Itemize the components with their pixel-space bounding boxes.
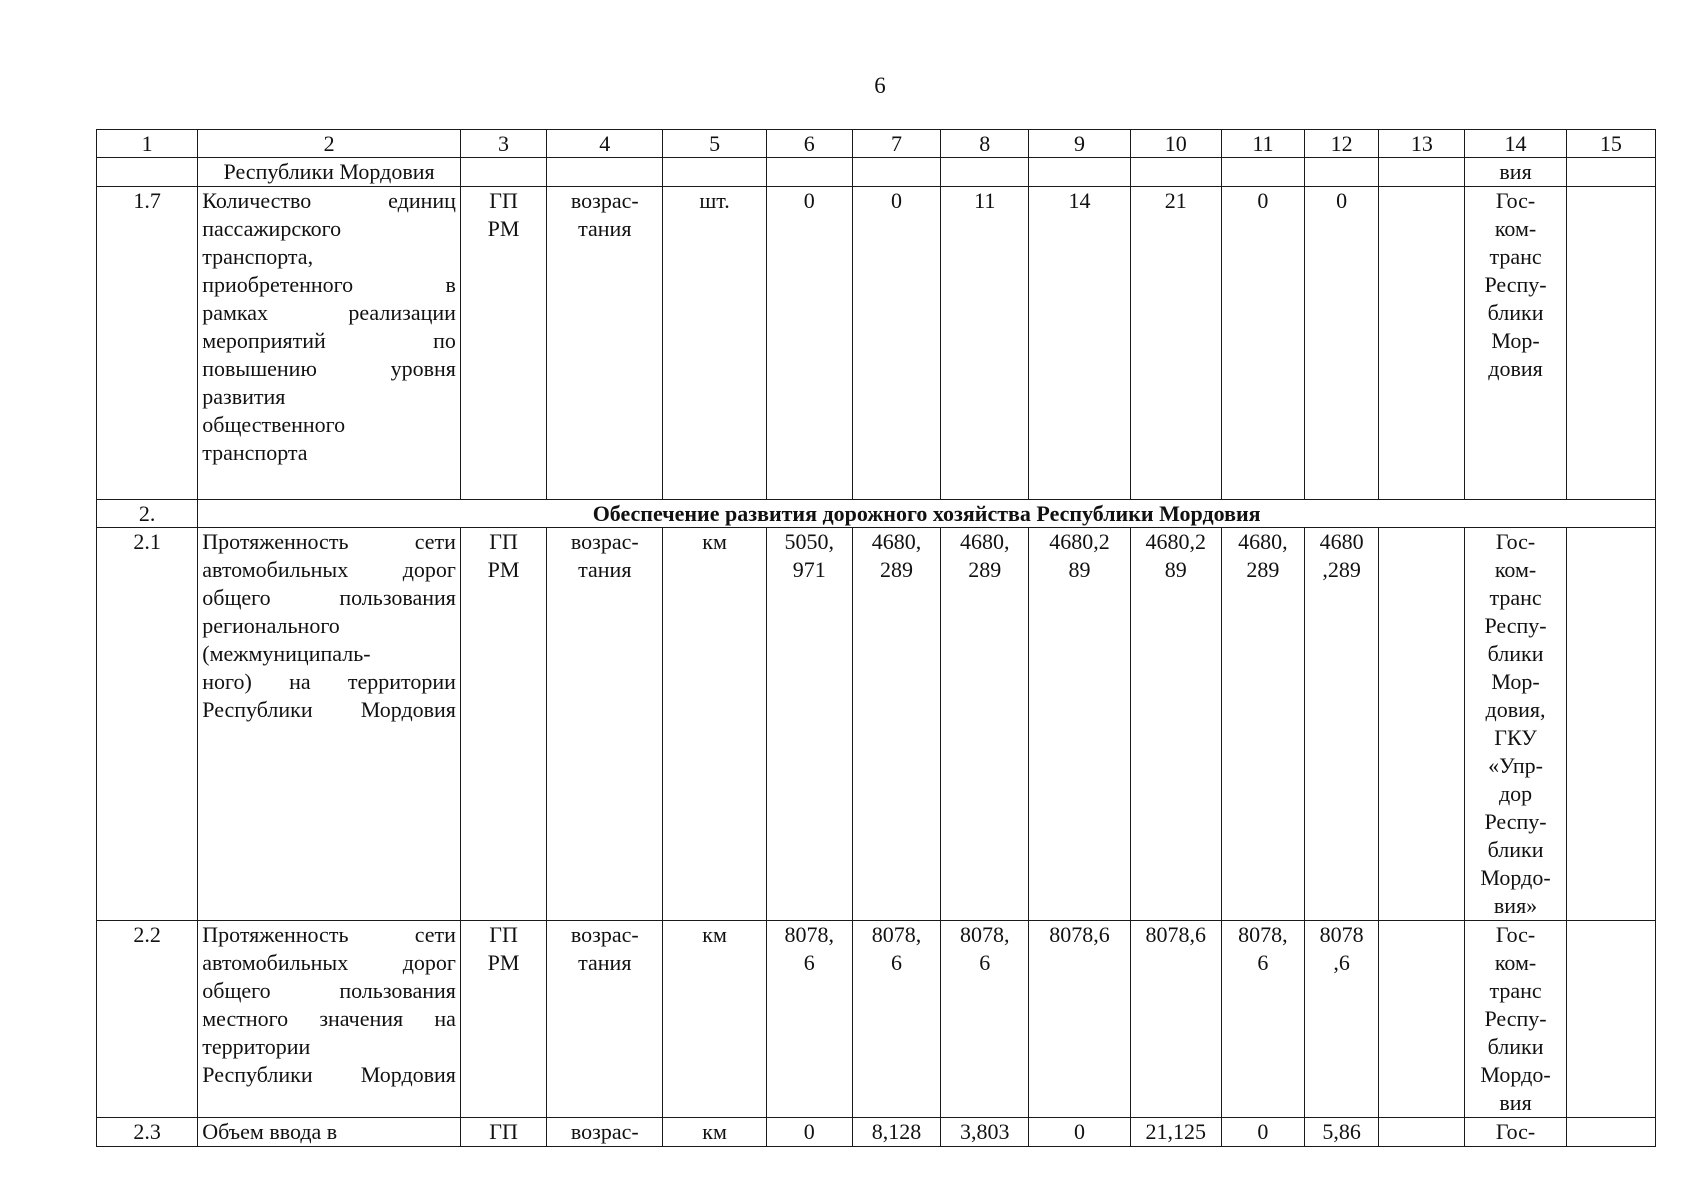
responsible-line: Мор- [1491,328,1540,353]
value-line: 5050, [784,529,835,554]
value-line: 8078,6 [1145,922,1206,947]
responsible-line: транс [1489,585,1542,610]
value-line: 6 [979,950,991,975]
trend-cell [547,528,663,921]
value-cell [1130,528,1221,921]
responsible-line: ком- [1494,216,1537,241]
continuation-row [97,158,1656,187]
value-line: 0 [1257,188,1269,213]
value-cell [941,1118,1029,1147]
responsible-line: Респу- [1484,272,1547,297]
trend-line: возрас- [570,188,639,213]
value-line: 3,803 [959,1119,1010,1144]
indicator-name [198,528,461,921]
value-cell [1379,1118,1465,1147]
value-line: ,289 [1322,557,1361,582]
value-line: 4680, [959,529,1010,554]
value-cell [941,187,1029,500]
trend-line: тания [578,950,632,975]
indicator-name-line: транспорта, [202,244,314,269]
value-cell [1305,187,1379,500]
indicator-name [198,1118,461,1147]
responsible-line: Гос- [1495,922,1536,947]
value-cell [766,528,852,921]
value-line: 89 [1068,557,1091,582]
cell [1566,158,1655,187]
indicator-name-line: рамках реализации [202,300,456,325]
cell [1029,158,1130,187]
value-cell [1221,528,1304,921]
value-line: ,6 [1333,950,1350,975]
source-cell [460,1118,546,1147]
value-cell [766,187,852,500]
indicator-name-line: приобретенного в [202,272,456,297]
col-header: 13 [1379,130,1465,158]
source-line: ГП [489,1119,518,1144]
unit-cell: км [663,921,766,1118]
col-header: 11 [1221,130,1304,158]
indicator-name-line: общественного [202,412,346,437]
col-header: 14 [1465,130,1566,158]
col-header: 15 [1566,130,1655,158]
empty-cell [1566,921,1655,1118]
value-line: 89 [1164,557,1187,582]
value-cell [1221,1118,1304,1147]
value-line: 4680, [1238,529,1288,554]
value-line: 21 [1164,188,1187,213]
table-row [97,187,1656,500]
indicator-name-line: Республики Мордовия [202,697,456,722]
value-cell [1130,921,1221,1118]
indicator-name-continuation: Республики Мордовия [198,158,461,187]
responsible-line: Респу- [1484,809,1547,834]
section-title: Обеспечение развития дорожного хозяйства Республики Мордовия [198,500,1656,528]
indicator-name-line: территории [202,1034,311,1059]
value-cell [852,528,940,921]
value-line: 11 [974,188,996,213]
value-line: 0 [803,188,815,213]
source-line: ГП [489,529,518,554]
responsible-line: блики [1487,300,1544,325]
value-cell [1130,187,1221,500]
value-line: 4680,2 [1049,529,1110,554]
value-cell [852,187,940,500]
responsible-line: Мордо- [1480,1062,1551,1087]
value-line: 6 [803,950,815,975]
col-header: 10 [1130,130,1221,158]
value-line: 8078 [1319,922,1364,947]
value-line: 8078, [784,922,835,947]
responsible-line: «Упр- [1488,753,1543,778]
value-cell [1221,921,1304,1118]
value-line: 4680, [871,529,922,554]
responsible-line: блики [1487,641,1544,666]
trend-cell [547,921,663,1118]
cell [663,158,766,187]
col-header: 12 [1305,130,1379,158]
trend-line: тания [578,557,632,582]
trend-cell [547,1118,663,1147]
col-header: 3 [460,130,546,158]
value-cell [1029,187,1130,500]
page-number: 6 [874,73,886,98]
value-line: 289 [880,557,914,582]
value-line: 289 [968,557,1002,582]
source-line: ГП [489,922,518,947]
trend-cell [547,187,663,500]
cell [852,158,940,187]
indicator-number: 2.1 [97,528,198,921]
column-numbers-row [97,130,1656,158]
col-header: 6 [766,130,852,158]
responsible-line: дор [1498,781,1533,806]
empty-cell [1566,528,1655,921]
col-header: 2 [198,130,461,158]
trend-line: возрас- [570,1119,639,1144]
trend-line: возрас- [570,922,639,947]
cell [1130,158,1221,187]
value-cell [1305,528,1379,921]
indicator-number: 2.2 [97,921,198,1118]
value-cell [1379,921,1465,1118]
responsible-line: блики [1487,1034,1544,1059]
indicator-name-line: Объем ввода в [202,1119,338,1144]
value-cell [941,921,1029,1118]
responsible-cell [1465,1118,1566,1147]
source-line: РМ [487,557,520,582]
value-line: 0 [1073,1119,1085,1144]
responsible-line: ком- [1494,950,1537,975]
col-header: 7 [852,130,940,158]
value-cell [766,921,852,1118]
responsible-cell [1465,921,1566,1118]
indicator-name-line: повышению уровня [202,356,456,381]
value-line: 8078, [1238,922,1288,947]
value-cell [1305,1118,1379,1147]
responsible-cell [1465,187,1566,500]
value-cell [852,921,940,1118]
cell [1305,158,1379,187]
value-cell [1029,921,1130,1118]
value-line: 14 [1068,188,1091,213]
responsible-line: Респу- [1484,613,1547,638]
unit-cell: шт. [663,187,766,500]
indicator-name-line: регионального [202,613,340,638]
cell [766,158,852,187]
section-row [97,500,1656,528]
value-cell [1379,187,1465,500]
value-line: 8078, [871,922,922,947]
cell [941,158,1029,187]
indicator-name-line: автомобильных дорог [202,950,456,975]
value-cell [1130,1118,1221,1147]
responsible-line: довия, [1485,697,1546,722]
responsible-line: ком- [1494,557,1537,582]
value-line: 4680 [1319,529,1364,554]
value-line: 0 [891,188,903,213]
cell [1379,158,1465,187]
value-line: 8078,6 [1049,922,1110,947]
responsible-line: вия» [1493,893,1538,918]
value-line: 21,125 [1145,1119,1206,1144]
value-line: 6 [1257,950,1269,975]
responsible-line: блики [1487,837,1544,862]
value-cell [1379,528,1465,921]
indicator-name-line: пассажирского [202,216,342,241]
source-cell [460,921,546,1118]
indicator-name-line: автомобильных дорог [202,557,456,582]
value-line: 971 [792,557,826,582]
value-line: 5,86 [1322,1119,1361,1144]
cell [547,158,663,187]
unit-cell: км [663,528,766,921]
responsible-line: вия [1499,1090,1532,1115]
indicator-name-line: Протяженность сети [202,922,456,947]
indicator-name-line: общего пользования [202,978,456,1003]
value-cell [852,1118,940,1147]
empty-cell [1566,187,1655,500]
value-line: 0 [1257,1119,1269,1144]
section-number: 2. [97,500,198,528]
responsible-line: Респу- [1484,1006,1547,1031]
col-header: 4 [547,130,663,158]
cell [1221,158,1304,187]
indicators-table [96,129,1656,1147]
col-header: 8 [941,130,1029,158]
indicator-name-line: транспорта [202,440,308,465]
indicator-name-line: местного значения на [202,1006,456,1031]
unit-cell: км [663,1118,766,1147]
source-cell [460,528,546,921]
value-cell [1029,528,1130,921]
responsible-line: Гос- [1495,529,1536,554]
source-cell [460,187,546,500]
indicator-number: 2.3 [97,1118,198,1147]
indicator-name [198,921,461,1118]
value-cell [766,1118,852,1147]
trend-line: тания [578,216,632,241]
indicator-name-line: общего пользования [202,585,456,610]
responsible-line: Гос- [1495,1119,1536,1144]
responsible-cell [1465,528,1566,921]
indicator-name-line: Республики Мордовия [202,1062,456,1087]
value-line: 289 [1246,557,1280,582]
value-line: 0 [803,1119,815,1144]
source-line: ГП [489,188,518,213]
value-line: 4680,2 [1145,529,1206,554]
cell [97,158,198,187]
responsible-line: Мордо- [1480,865,1551,890]
indicator-name-line: мероприятий по [202,328,456,353]
col-header: 9 [1029,130,1130,158]
value-cell [1029,1118,1130,1147]
indicator-name-line: (межмуниципаль- [202,641,371,666]
indicator-name-line: Протяженность сети [202,529,456,554]
responsible-line: Гос- [1495,188,1536,213]
indicator-name-line: развития [202,384,286,409]
indicator-name [198,187,461,500]
source-line: РМ [487,950,520,975]
indicator-name-line: Количество единиц [202,188,456,213]
indicator-number: 1.7 [97,187,198,500]
value-line: 8078, [959,922,1010,947]
empty-cell [1566,1118,1655,1147]
cell [460,158,546,187]
value-line: 6 [891,950,903,975]
value-cell [1221,187,1304,500]
responsible-continuation: вия [1465,158,1566,187]
col-header: 1 [97,130,198,158]
value-line: 8,128 [871,1119,922,1144]
value-cell [1305,921,1379,1118]
responsible-line: довия [1488,356,1543,381]
col-header: 5 [663,130,766,158]
indicator-name-line: ного) на территории [202,669,456,694]
table-row [97,921,1656,1118]
table-row [97,1118,1656,1147]
value-cell [941,528,1029,921]
responsible-line: транс [1489,978,1542,1003]
source-line: РМ [487,216,520,241]
table-row [97,528,1656,921]
responsible-line: Мор- [1491,669,1540,694]
responsible-line: ГКУ [1494,725,1537,750]
trend-line: возрас- [570,529,639,554]
responsible-line: транс [1489,244,1542,269]
value-line: 0 [1336,188,1348,213]
